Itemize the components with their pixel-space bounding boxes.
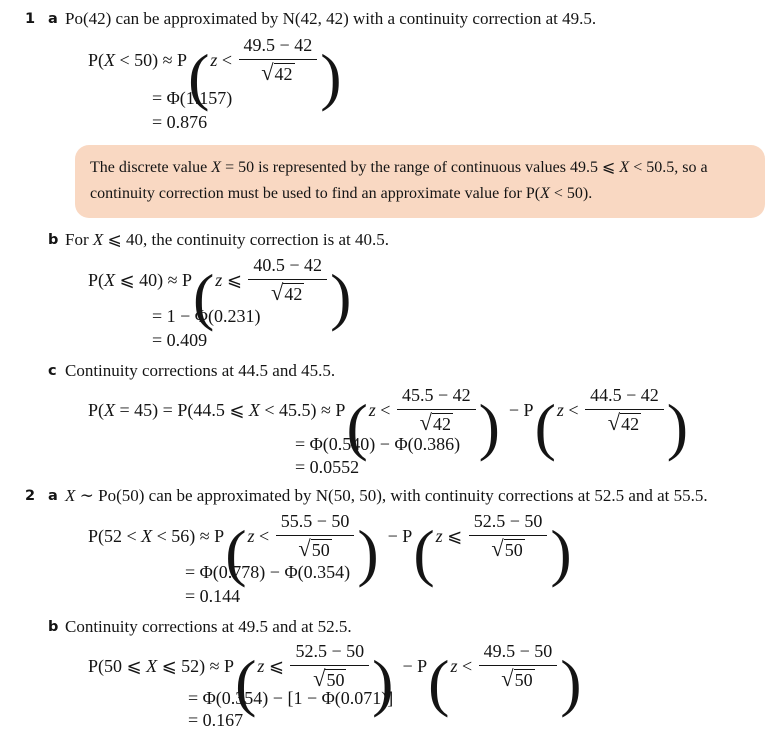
part-intro-1a: Po(42) can be approximated by N(42, 42) with a continuity correction at 49.5. (65, 9, 597, 28)
fraction-numerator: 40.5 − 42 (248, 256, 327, 280)
q2a-step: = Φ(0.778) − Φ(0.354) (185, 562, 351, 582)
radical-sign: √ (419, 409, 432, 435)
q2b-headline (25, 616, 352, 638)
equation-lhs: P(X = 45) = P(44.5 ⩽ X < 45.5) ≈ P (88, 399, 346, 420)
part-label-2a: a (48, 488, 58, 504)
q1a-headline (25, 8, 596, 30)
fraction (585, 386, 664, 435)
q2a-result: = 0.144 (185, 586, 241, 606)
z-inequality: z < (556, 399, 584, 420)
z-inequality: z < (368, 399, 395, 420)
fraction (290, 642, 369, 691)
fraction-numerator: 45.5 − 42 (397, 386, 476, 410)
equation-lhs: P(50 ⩽ X ⩽ 52) ≈ P (88, 655, 235, 676)
fraction (479, 642, 558, 691)
q1b-equation: P(X ⩽ 40) ≈ P ( z ⩽ 40.5 − 42 √ 42 ) (88, 254, 352, 332)
callout-box (75, 145, 765, 218)
radicand: 50 (311, 539, 330, 560)
q2b-equation: P(50 ⩽ X ⩽ 52) ≈ P ( z ⩽ 52.5 − 50 √ 50 ) − P ( z < 49.5 − 50 √ 50 ) (88, 640, 582, 718)
radicand: 50 (504, 539, 523, 560)
equation-lhs: P(X ⩽ 40) ≈ P (88, 269, 192, 290)
q2a-headline (25, 485, 708, 507)
fraction-denominator (491, 536, 524, 561)
q1a-equation: P(X < 50) ≈ P ( z < 49.5 − 42 √ 42 ) (88, 34, 342, 112)
fraction-denominator (298, 536, 331, 561)
fraction-numerator: 49.5 − 50 (479, 642, 558, 666)
minus-operator: − P (402, 655, 428, 676)
fraction-numerator: 52.5 − 50 (290, 642, 369, 666)
fraction-denominator (420, 410, 453, 435)
question-number-2: 2 (25, 488, 36, 504)
radical-sign: √ (298, 535, 311, 561)
z-inequality: z < (247, 525, 274, 546)
radicand: 42 (284, 283, 303, 304)
q1c-result: = 0.0552 (295, 457, 360, 477)
q2b-result: = 0.167 (188, 710, 244, 729)
radicand: 42 (274, 63, 293, 84)
q2b-step: = Φ(0.354) − [1 − Φ(0.071)] (188, 688, 394, 708)
part-label-1a: a (48, 11, 58, 27)
part-intro-1b: For X ⩽ 40, the continuity correction is at 40.5. (65, 230, 389, 249)
z-inequality: z ⩽ (215, 269, 247, 290)
radical-sign: √ (271, 279, 284, 305)
question-number-1: 1 (25, 11, 36, 27)
q1c-headline (25, 360, 335, 382)
fraction-numerator: 44.5 − 42 (585, 386, 664, 410)
fraction (276, 512, 355, 561)
equation-lhs: P(X < 50) ≈ P (88, 49, 188, 70)
radical-sign: √ (501, 665, 514, 691)
callout-text: The discrete value X = 50 is represented by the range of continuous values 49.5 ⩽ X < 50.5, so a continuity correction must be used to find an approximate value for P(X < 50). (90, 159, 708, 202)
fraction-denominator (271, 280, 304, 305)
fraction (239, 36, 318, 85)
radical-sign: √ (607, 409, 621, 435)
q1b-result: = 0.409 (152, 330, 208, 350)
q1a-step: = Φ(1.157) (152, 88, 233, 108)
q1c-equation: P(X = 45) = P(44.5 ⩽ X < 45.5) ≈ P ( z < 45.5 − 42 √ 42 ) − P ( z < 44.5 − 42 √ 42 ) (88, 384, 689, 462)
fraction (397, 386, 476, 435)
radicand: 42 (621, 413, 640, 434)
part-label-1c: c (48, 363, 57, 379)
q2a-equation: P(52 < X < 56) ≈ P ( z < 55.5 − 50 √ 50 ) − P ( z ⩽ 52.5 − 50 √ 50 ) (88, 510, 572, 588)
fraction-numerator: 55.5 − 50 (276, 512, 355, 536)
part-intro-2a: X ∼ Po(50) can be approximated by N(50, 50), with continuity corrections at 52.5 and at 55.5. (65, 486, 708, 505)
fraction-denominator (608, 410, 641, 435)
part-intro-2b: Continuity corrections at 49.5 and at 52.5. (65, 617, 352, 636)
z-inequality: z < (450, 655, 477, 676)
fraction-numerator: 49.5 − 42 (239, 36, 318, 60)
minus-operator: − P (387, 525, 413, 546)
radicand: 50 (326, 669, 345, 690)
q1b-headline (25, 229, 389, 251)
q1c-step: = Φ(0.540) − Φ(0.386) (295, 434, 461, 454)
radical-sign: √ (491, 535, 504, 561)
q1a-result: = 0.876 (152, 112, 208, 132)
radicand: 50 (514, 669, 533, 690)
fraction-numerator: 52.5 − 50 (469, 512, 548, 536)
part-intro-1c: Continuity corrections at 44.5 and 45.5. (65, 361, 336, 380)
fraction-denominator (261, 60, 294, 85)
z-inequality: z < (210, 49, 237, 70)
radical-sign: √ (261, 59, 274, 85)
minus-operator: − P (508, 399, 534, 420)
radical-sign: √ (313, 665, 326, 691)
radicand: 42 (432, 413, 451, 434)
fraction (469, 512, 548, 561)
equation-lhs: P(52 < X < 56) ≈ P (88, 525, 225, 546)
z-inequality: z ⩽ (435, 525, 467, 546)
part-label-2b: b (48, 619, 59, 635)
fraction-denominator (313, 666, 346, 691)
fraction (248, 256, 327, 305)
z-inequality: z ⩽ (257, 655, 289, 676)
q1b-step: = 1 − Φ(0.231) (152, 306, 261, 326)
part-label-1b: b (48, 232, 59, 248)
fraction-denominator (501, 666, 534, 691)
